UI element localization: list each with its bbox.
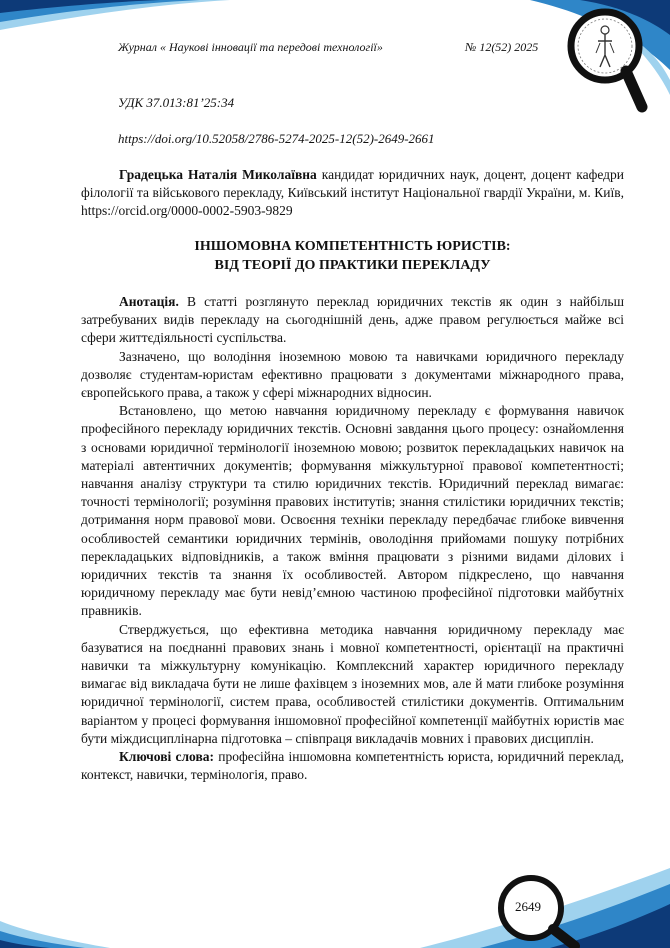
keywords xyxy=(81,748,624,784)
doi-link[interactable]: https://doi.org/10.52058/2786-5274-2025-12(52)-2649-2661 xyxy=(118,131,435,146)
journal-title: Журнал « Наукові інновації та передові технології» xyxy=(118,40,383,54)
abstract-label: Анотація. xyxy=(119,294,179,309)
author-details: кандидат юридичних наук, доцент, доцент кафедри філології та військового перекладу, Київський інститут Національної гвардії України, м. Київ, https://orcid.org/0000-0002-5903-9829 xyxy=(81,167,624,219)
article-title xyxy=(81,237,624,275)
abstract-paragraph-2: Зазначено, що володіння іноземною мовою та навичками юридичного перекладу дозволяє студентам-юристам ефективно працювати з документами міжнародного права, європейського права, а також у сфері міжнародних відносин. xyxy=(81,348,624,401)
abstract-paragraph-3: Встановлено, що метою навчання юридичному перекладу є формування навичок професійного перекладу юридичних текстів. Основні завдання цього процесу: ознайомлення з основами юридичної термінології іноземною мовою; розвиток перекладацьких навичок на матеріалі автентичних документів; формування міжкультурної правової компетентності; навчання аналізу структури та стилю юридичних текстів. Юридичний переклад вимагає: точності термінології; розуміння правових інститутів; знання стилістики юридичних текстів; дотримання норм правової мови. Освоєння техніки перекладу передбачає глибоке вивчення особливостей семантики юридичних термінів, оволодіння прийомами пошуку потрібних перекладацьких відповідників, а також вміння працювати з різними видами ділових і юридичних текстів та знання їх особливостей. Автором підкреслено, що навчання юридичному перекладу має бути невід’ємною частиною професійної підготовки майбутніх правників. xyxy=(81,403,624,619)
corner-swoosh-bottom-left xyxy=(0,903,110,948)
author-info xyxy=(81,166,624,221)
title-line-2: ВІД ТЕОРІЇ ДО ПРАКТИКИ ПЕРЕКЛАДУ xyxy=(214,258,491,273)
udk-code: УДК 37.013:81’25:34 xyxy=(118,95,235,110)
title-line-1: ІНШОМОВНА КОМПЕТЕНТНІСТЬ ЮРИСТІВ: xyxy=(194,239,511,254)
journal-logo-magnifier xyxy=(560,3,650,115)
abstract-paragraph-4: Стверджується, що ефективна методика навчання юридичному перекладу має базуватися на поєднанні правових знань і мовної компетентності, орієнтації на практичні навички та міжкультурну комунікацію. Комплексний характер юридичного перекладу вимагає від викладача бути не лише фахівцем з іноземних мов, але й мати глибоке розуміння юридичної термінології, систем права, особливостей стилістики документів. Оптимальним варіантом у процесі формування іншомовної професійної компетенції майбутніх юристів має бути міждисциплінарна підготовка – співпраця викладачів мовних і правових дисциплін. xyxy=(81,621,624,746)
abstract-paragraph-1: Анотація. В статті розглянуто переклад юридичних текстів як один з найбільш затребуваних видів перекладу на сьогоднішній день, адже правом регулюється майже всі сфери життєдіяльності суспільства. xyxy=(81,294,624,346)
keywords-label: Ключові слова: xyxy=(119,749,214,765)
author-name: Градецька Наталія Миколаївна xyxy=(119,167,317,182)
issue-number: № 12(52) 2025 xyxy=(465,40,539,54)
corner-swoosh-top-left xyxy=(0,0,230,30)
abstract xyxy=(81,293,624,784)
page-number: 2649 xyxy=(515,899,541,914)
keywords-text: професійна іншомовна компетентність юриста, юридичний переклад, контекст, навички, термінологія, право. xyxy=(81,749,624,783)
